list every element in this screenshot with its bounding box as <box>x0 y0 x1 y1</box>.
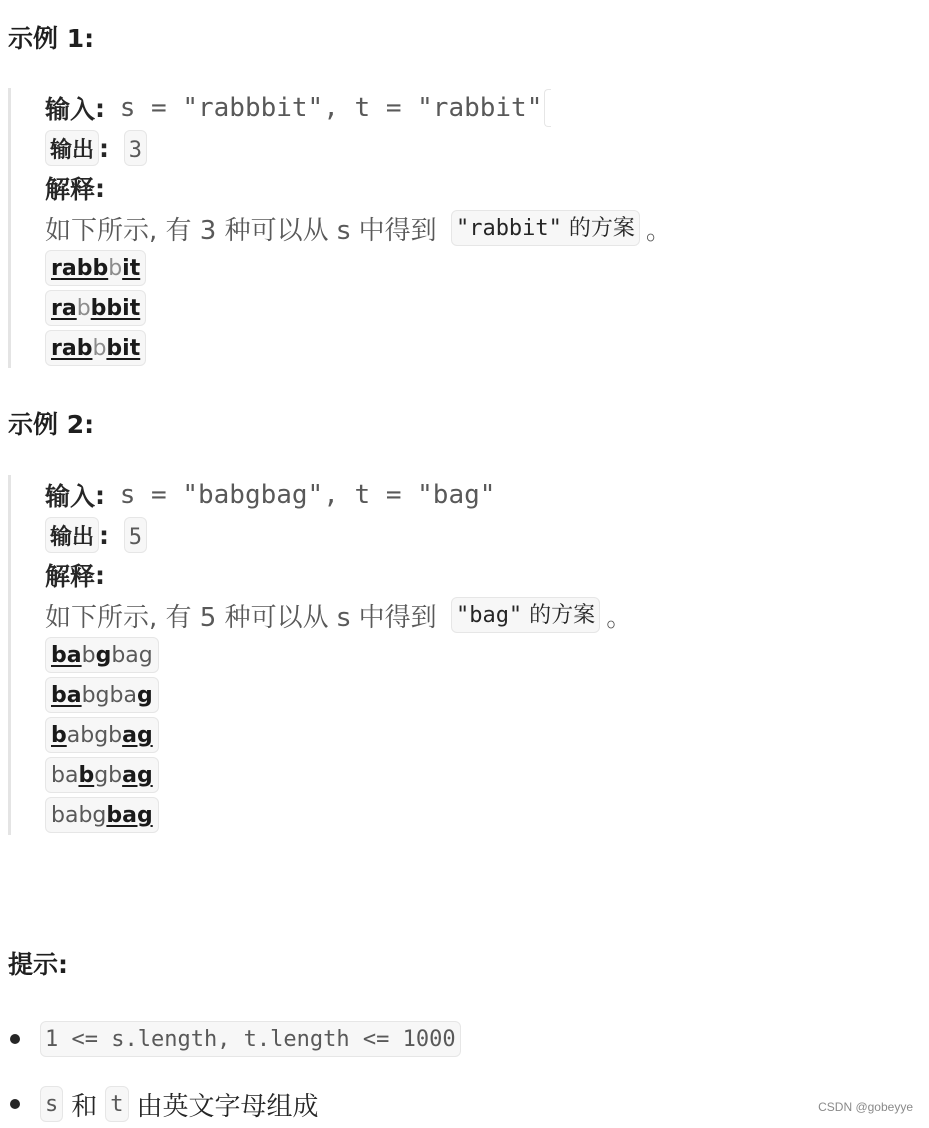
explain-text: 如下所示, 有 5 种可以从 s 中得到 <box>45 602 445 633</box>
caret-mark <box>544 89 551 127</box>
example-2-heading: 示例 2: <box>8 410 95 439</box>
subsequence-row <box>45 795 888 835</box>
subsequence-segment: b <box>92 336 107 361</box>
explain-line: 如下所示, 有 3 种可以从 s 中得到 "rabbit" 的方案 。 <box>45 208 888 248</box>
input-value: s = "babgbag", t = "bag" <box>119 480 496 510</box>
subsequence-chip <box>45 797 159 833</box>
subsequence-row <box>45 248 888 288</box>
subsequence-segment: b <box>51 723 67 748</box>
subsequence-segment: bgba <box>81 683 137 708</box>
tip-item-2 <box>10 1084 319 1124</box>
example-1-heading: 示例 1: <box>8 24 95 53</box>
tips-heading: 提示: <box>8 950 68 979</box>
tip-1-code: 1 <= s.length, t.length <= 1000 <box>40 1021 461 1057</box>
subsequence-segment: ag <box>122 723 153 748</box>
input-label: 输入 <box>45 95 96 124</box>
bullet-icon <box>10 1099 20 1109</box>
subsequence-segment: rabb <box>51 256 109 281</box>
tip-2-text: 由英文字母组成 <box>136 1091 319 1122</box>
input-line: 输入 : s = "babgbag", t = "bag" <box>45 475 888 515</box>
explain-label-line: 解释 : <box>45 168 888 208</box>
example-1-block <box>8 88 888 368</box>
subsequence-chip <box>45 637 159 673</box>
input-value: s = "rabbbit", t = "rabbit" <box>119 93 543 123</box>
output-label-chip: 输出 <box>45 517 99 553</box>
subsequence-chip <box>45 290 146 326</box>
subsequence-segment: b <box>108 256 123 281</box>
input-line: 输入 : s = "rabbbit", t = "rabbit" <box>45 88 888 128</box>
subsequence-row <box>45 755 888 795</box>
explain-code-chip: "rabbit" 的方案 <box>451 210 640 246</box>
subsequence-segment: bag <box>111 643 153 668</box>
explain-label: 解释 <box>45 562 96 591</box>
subsequence-segment: b <box>76 296 91 321</box>
subsequence-row <box>45 675 888 715</box>
bullet-icon <box>10 1034 20 1044</box>
subsequence-row <box>45 328 888 368</box>
subsequence-chip <box>45 330 146 366</box>
subsequence-chip <box>45 717 159 753</box>
subsequence-segment: it <box>122 256 141 281</box>
subsequence-segment: b <box>81 643 96 668</box>
subsequence-segment: ra <box>51 296 77 321</box>
subsequence-segment: bit <box>106 336 141 361</box>
subsequence-segment: ba <box>51 643 82 668</box>
subsequence-segment: gb <box>94 763 123 788</box>
explain-label-line: 解释 : <box>45 555 888 595</box>
example-2-block <box>8 475 888 835</box>
subsequence-segment: bbit <box>90 296 141 321</box>
subsequence-segment: rab <box>51 336 93 361</box>
subsequence-segment: g <box>95 643 112 668</box>
example-2-rows <box>45 635 888 835</box>
subsequence-segment: abgb <box>66 723 123 748</box>
subsequence-chip <box>45 250 146 286</box>
explain-text: 如下所示, 有 3 种可以从 s 中得到 <box>45 215 445 246</box>
tip-2-and: 和 <box>71 1091 98 1122</box>
subsequence-row <box>45 635 888 675</box>
example-1-rows <box>45 248 888 368</box>
subsequence-segment: g <box>136 683 153 708</box>
output-line: 输出 : 3 <box>45 128 888 168</box>
output-line: 输出 : 5 <box>45 515 888 555</box>
explain-code-chip: "bag" 的方案 <box>451 597 600 633</box>
tip-2-code-t: t <box>105 1086 128 1122</box>
subsequence-segment: b <box>78 763 95 788</box>
watermark: CSDN @gobeyye <box>818 1100 913 1114</box>
subsequence-row <box>45 715 888 755</box>
output-label-chip: 输出 <box>45 130 99 166</box>
subsequence-segment: bag <box>106 803 153 828</box>
input-label: 输入 <box>45 482 96 511</box>
subsequence-segment: babg <box>51 803 107 828</box>
explain-label: 解释 <box>45 175 96 204</box>
output-value-chip: 5 <box>124 517 147 553</box>
explain-line: 如下所示, 有 5 种可以从 s 中得到 "bag" 的方案 。 <box>45 595 888 635</box>
tip-item-1 <box>10 1019 461 1059</box>
subsequence-segment: ba <box>51 683 82 708</box>
output-value-chip: 3 <box>124 130 147 166</box>
tip-2-code-s: s <box>40 1086 63 1122</box>
subsequence-chip <box>45 677 159 713</box>
subsequence-segment: ba <box>51 763 79 788</box>
subsequence-row <box>45 288 888 328</box>
subsequence-chip <box>45 757 159 793</box>
subsequence-segment: ag <box>122 763 153 788</box>
